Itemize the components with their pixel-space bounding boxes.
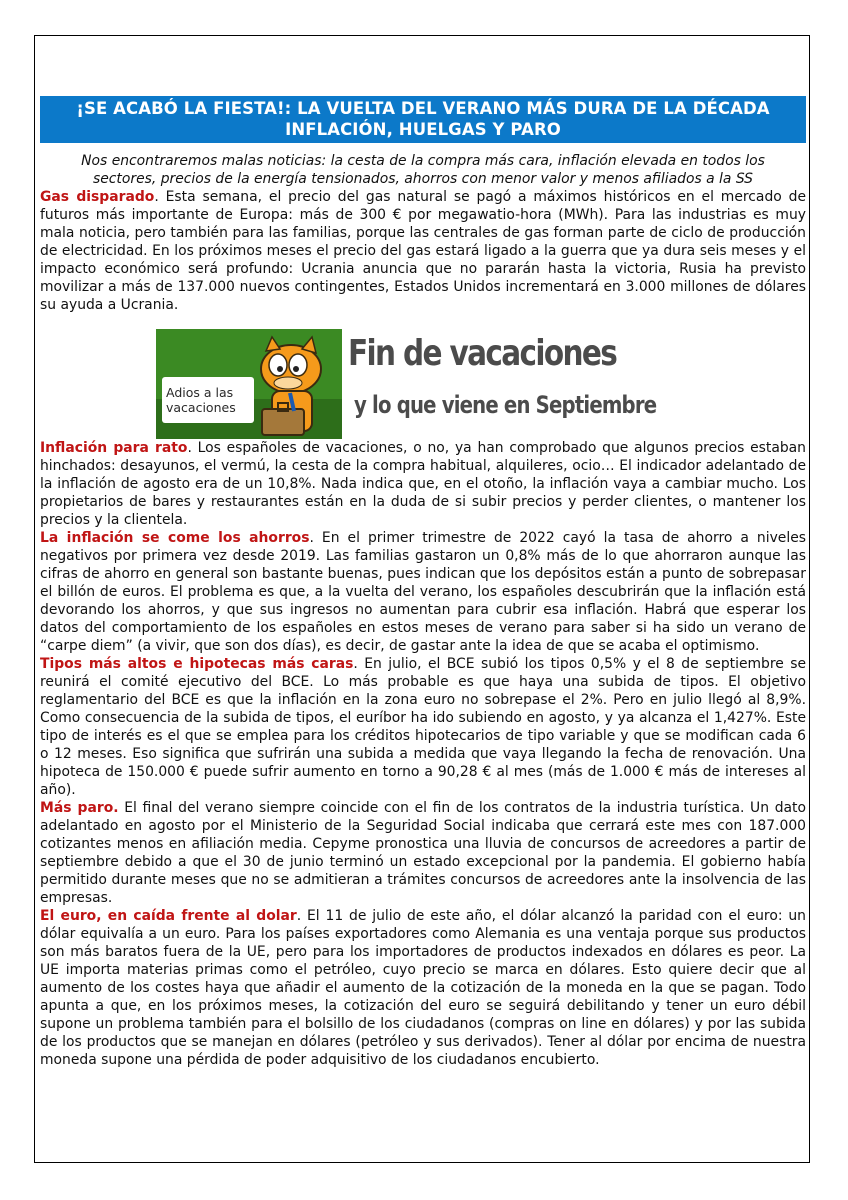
section-heading: La inflación se come los ahorros bbox=[40, 530, 310, 546]
section-gas bbox=[40, 188, 806, 314]
farewell-caption bbox=[162, 377, 254, 423]
section-body: . En el primer trimestre de 2022 cayó la tasa de ahorro a niveles negativos por primera vez desde 2019. Las familias gastaron un 0,8% más de lo que ahorraron aunque las cifras de ahorro en general son bastante buenas, pues indican que los depósitos están a punto de sobrepasar el billón de euros. El problema es que, a la vuelta del verano, los españoles descubrirán que la inflación está devorando los ahorros, y que sus ingresos no aumentan para cubrir esa inflación. Habrá que esperar los datos del comportamiento de los españoles en estos meses de verano para saber si ha sido un verano de “carpe diem” (a vivir, que son dos días), es decir, de gastar ante la idea de que se acaba el optimismo. bbox=[40, 530, 806, 654]
section-heading: Más paro. bbox=[40, 800, 119, 816]
section-body: El final del verano siempre coincide con el fin de los contratos de la industria turística. Un dato adelantado en agosto por el Ministerio de la Seguridad Social indicaba que cerrará este mes con 187.000 cotizantes menos en afiliación media. Cepyme pronostica una lluvia de concursos de acreedores a partir de septiembre debido a que el 30 de junio terminó un estado excepcional por la pandemia. El gobierno había permitido durante meses que no se admitieran a trámites concursos de acreedores ante la insolvencia de las empresas. bbox=[40, 800, 806, 906]
article bbox=[40, 96, 806, 1069]
headline-banner bbox=[40, 96, 806, 143]
section-heading: Tipos más altos e hipotecas más caras bbox=[40, 656, 354, 672]
section-heading: Gas disparado bbox=[40, 189, 155, 205]
garfield-illustration bbox=[156, 329, 342, 439]
section-euro bbox=[40, 907, 806, 1069]
section-body: . El 11 de julio de este año, el dólar alcanzó la paridad con el euro: un dólar equivalía a un euro. Para los países exportadores como Alemania es una ventaja porque sus productos son más baratos fuera de la UE, pero para los importadores de productos indexados en dólares es peor. La UE importa materias primas como el petróleo, cuyo precio se marca en dólares. Esto quiere decir que al aumento de los costes haya que añadir el aumento de la cotización de la moneda en la que se pagan. Todo apunta a que, en los próximos meses, la cotización del euro se seguirá debilitando y tener un euro débil supone un problema también para el bolsillo de los ciudadanos (compras on line en dólares) y por las subida de los productos que se manejan en dólares (petróleo y sus derivados). Tener al dólar por encima de nuestra moneda supone una pérdida de poder adquisitivo de los ciudadanos encubierto. bbox=[40, 908, 806, 1068]
image-subtitle: y lo que viene en Septiembre bbox=[354, 391, 657, 419]
section-savings bbox=[40, 529, 806, 655]
section-body: . En julio, el BCE subió los tipos 0,5% y el 8 de septiembre se reunirá el comité ejecutivo del BCE. Lo más probable es que haya una subida de tipos. El objetivo reglamentario del BCE es que la inflación en la zona euro no sobrepase el 2%. Pero en julio llegó al 8,9%. Como consecuencia de la subida de tipos, el euríbor ha ido subiendo en agosto, y ya alcanza el 1,427%. Este tipo de interés es el que se emplea para los créditos hipotecarios de tipo variable y que se modifican cada 6 o 12 meses. Eso significa que sufrirán una subida a medida que vaya llegando la fecha de renovación. Una hipoteca de 150.000 € puede sufrir aumento en torno a 90,28 € al mes (más de 1.000 € más de intereses al año). bbox=[40, 656, 807, 798]
section-heading: El euro, en caída frente al dolar bbox=[40, 908, 297, 924]
section-inflation bbox=[40, 439, 806, 529]
article-subtitle: Nos encontraremos malas noticias: la cesta de la compra más cara, inflación elevada en todos los sectores, precios de la energía tensionados, ahorros con menor valor y menos afiliados a la SS bbox=[81, 153, 765, 187]
section-heading: Inflación para rato bbox=[40, 440, 188, 456]
image-title: Fin de vacaciones bbox=[348, 333, 617, 374]
section-unemployment bbox=[40, 799, 806, 907]
farewell-caption-line-2: vacaciones bbox=[166, 400, 236, 415]
section-rates bbox=[40, 655, 806, 799]
section-body: . Esta semana, el precio del gas natural se pagó a máximos históricos en el mercado de futuros más importante de Europa: más de 300 € por megawatio-hora (MWh). Para las industrias es muy mala noticia, pero también para las familias, porque las centrales de gas forman parte de ciclo de producción de electricidad. En los próximos meses el precio del gas estará ligado a la guerra que ya dura seis meses y el impacto económico será profundo: Ucrania anuncia que no pararán hasta la victoria, Rusia ha previsto movilizar a más de 137.000 nuevos contingentes, Estados Unidos incrementará en 3.000 millones de dólares su ayuda a Ucrania. bbox=[40, 189, 806, 313]
vacation-title-graphic bbox=[346, 329, 684, 439]
vacation-image bbox=[156, 329, 684, 439]
farewell-caption-line-1: Adios a las bbox=[166, 385, 234, 400]
section-body: . Los españoles de vacaciones, o no, ya han comprobado que algunos precios estaban hinchados: desayunos, el vermú, la cesta de la compra habitual, alquileres, ocio… El indicador adelantado de la inflación de agosto era de un 10,8%. Nada indica que, en el otoño, la inflación vaya a cambiar mucho. Los propietarios de bares y restaurantes están en la duda de si subir precios y perder clientes, o mantener los precios y la clientela. bbox=[40, 440, 806, 528]
headline-line-1: ¡SE ACABÓ LA FIESTA!: LA VUELTA DEL VERANO MÁS DURA DE LA DÉCADA bbox=[76, 99, 770, 118]
headline-line-2: INFLACIÓN, HUELGAS Y PARO bbox=[285, 120, 561, 139]
